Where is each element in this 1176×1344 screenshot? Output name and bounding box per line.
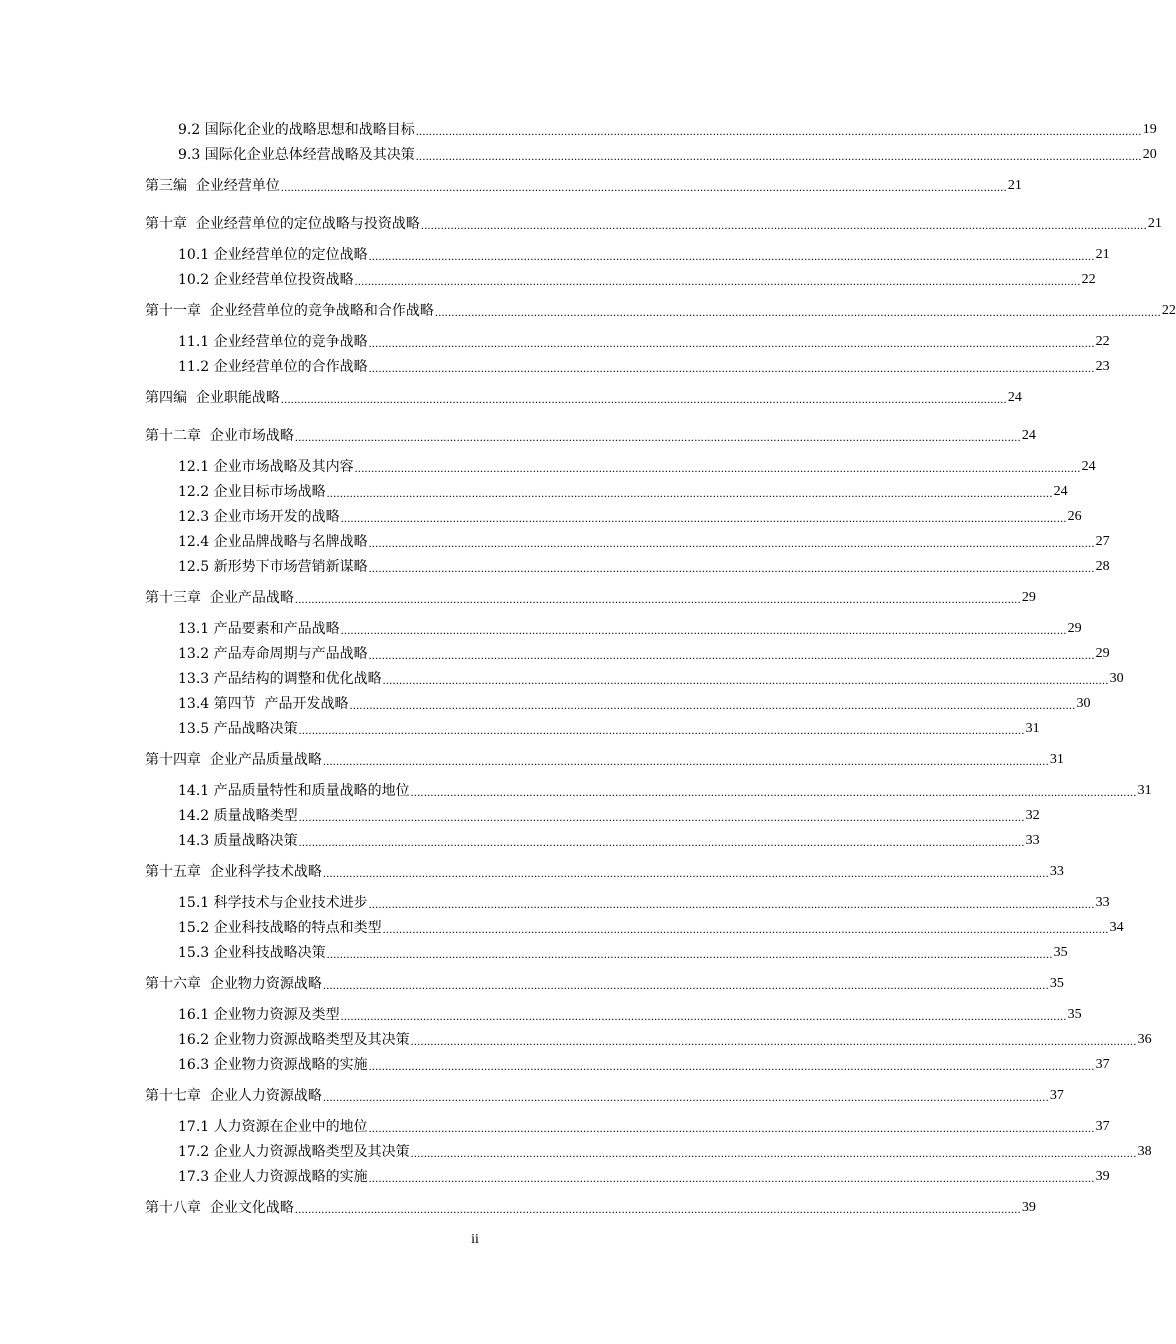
toc-entry-page: 24: [1081, 459, 1096, 474]
toc-chapter-entry[interactable]: [145, 1082, 1064, 1104]
dot-leader: ............................................................................................................................................................................................................................: [298, 835, 1025, 849]
toc-entry-title: 14.2 质量战略类型: [178, 808, 298, 824]
toc-entry-title: 13.1 产品要素和产品战略: [178, 621, 340, 637]
dot-leader: ............................................................................................................................................................................................................................: [415, 124, 1142, 138]
toc-entry-page: 24: [1021, 428, 1036, 443]
toc-entry-page: 38: [1137, 1144, 1152, 1159]
toc-section-entry[interactable]: [178, 777, 1152, 799]
dot-leader: ............................................................................................................................................................................................................................: [368, 648, 1095, 662]
toc-entry-page: 35: [1049, 976, 1064, 991]
toc-section-entry[interactable]: [178, 116, 1157, 138]
dot-leader: ............................................................................................................................................................................................................................: [368, 536, 1095, 550]
toc-entry-title: 第三编 企业经营单位: [145, 178, 280, 194]
toc-section-entry[interactable]: [178, 939, 1068, 961]
toc-entry-title: 10.2 企业经营单位投资战略: [178, 272, 354, 288]
dot-leader: ............................................................................................................................................................................................................................: [340, 1009, 1067, 1023]
toc-entry-title: 15.3 企业科技战略决策: [178, 945, 326, 961]
toc-chapter-entry[interactable]: [145, 384, 1022, 406]
dot-leader: ............................................................................................................................................................................................................................: [354, 461, 1081, 475]
toc-entry-page: 29: [1095, 646, 1110, 661]
toc-entry-page: 37: [1049, 1088, 1064, 1103]
toc-entry-title: 17.1 人力资源在企业中的地位: [178, 1119, 368, 1135]
toc-entry-page: 30: [1076, 696, 1091, 711]
toc-entry-page: 31: [1049, 752, 1064, 767]
toc-section-entry[interactable]: [178, 1051, 1110, 1073]
toc-entry-title: 14.3 质量战略决策: [178, 833, 298, 849]
dot-leader: ............................................................................................................................................................................................................................: [434, 305, 1161, 319]
toc-entry-title: 10.1 企业经营单位的定位战略: [178, 247, 368, 263]
toc-entry-page: 35: [1067, 1007, 1082, 1022]
dot-leader: ............................................................................................................................................................................................................................: [280, 392, 1007, 406]
toc-entry-title: 第十六章 企业物力资源战略: [145, 976, 322, 992]
toc-entry-title: 13.5 产品战略决策: [178, 721, 298, 737]
toc-entry-page: 21: [1007, 178, 1022, 193]
toc-entry-title: 第十八章 企业文化战略: [145, 1200, 294, 1216]
toc-section-entry[interactable]: [178, 615, 1082, 637]
toc-entry-title: 第十一章 企业经营单位的竞争战略和合作战略: [145, 303, 434, 319]
toc-section-entry[interactable]: [178, 1113, 1110, 1135]
toc-entry-page: 33: [1095, 895, 1110, 910]
toc-section-entry[interactable]: [178, 1163, 1110, 1185]
dot-leader: ............................................................................................................................................................................................................................: [368, 897, 1095, 911]
dot-leader: ............................................................................................................................................................................................................................: [368, 1121, 1095, 1135]
toc-chapter-entry[interactable]: [145, 172, 1022, 194]
dot-leader: ............................................................................................................................................................................................................................: [368, 336, 1095, 350]
toc-entry-page: 31: [1137, 783, 1152, 798]
dot-leader: ............................................................................................................................................................................................................................: [322, 978, 1049, 992]
toc-chapter-entry[interactable]: [145, 1194, 1036, 1216]
toc-section-entry[interactable]: [178, 453, 1096, 475]
toc-chapter-entry[interactable]: [145, 210, 1162, 232]
toc-section-entry[interactable]: [178, 478, 1068, 500]
toc-chapter-entry[interactable]: [145, 970, 1064, 992]
toc-entry-title: 16.1 企业物力资源及类型: [178, 1007, 340, 1023]
toc-section-entry[interactable]: [178, 827, 1040, 849]
toc-entry-title: 12.2 企业目标市场战略: [178, 484, 326, 500]
toc-entry-title: 13.4 第四节 产品开发战略: [178, 696, 349, 712]
toc-entry-page: 29: [1021, 590, 1036, 605]
toc-entry-page: 36: [1137, 1032, 1152, 1047]
toc-entry-title: 第四编 企业职能战略: [145, 390, 280, 406]
dot-leader: ............................................................................................................................................................................................................................: [298, 810, 1025, 824]
toc-section-entry[interactable]: [178, 353, 1110, 375]
toc-entry-title: 12.1 企业市场战略及其内容: [178, 459, 354, 475]
toc-entry-title: 第十五章 企业科学技术战略: [145, 864, 322, 880]
toc-section-entry[interactable]: [178, 640, 1110, 662]
dot-leader: ............................................................................................................................................................................................................................: [326, 486, 1053, 500]
dot-leader: ............................................................................................................................................................................................................................: [340, 623, 1067, 637]
toc-entry-page: 29: [1067, 621, 1082, 636]
dot-leader: ............................................................................................................................................................................................................................: [420, 218, 1147, 232]
toc-section-entry[interactable]: [178, 328, 1110, 350]
toc-section-entry[interactable]: [178, 503, 1082, 525]
dot-leader: ............................................................................................................................................................................................................................: [340, 511, 1067, 525]
toc-entry-title: 16.3 企业物力资源战略的实施: [178, 1057, 368, 1073]
toc-entry-title: 第十四章 企业产品质量战略: [145, 752, 322, 768]
toc-chapter-entry[interactable]: [145, 858, 1064, 880]
toc-entry-title: 第十二章 企业市场战略: [145, 428, 294, 444]
toc-section-entry[interactable]: [178, 553, 1110, 575]
toc-entry-title: 15.1 科学技术与企业技术进步: [178, 895, 368, 911]
dot-leader: ............................................................................................................................................................................................................................: [294, 430, 1021, 444]
dot-leader: ............................................................................................................................................................................................................................: [354, 274, 1081, 288]
dot-leader: ............................................................................................................................................................................................................................: [415, 149, 1142, 163]
toc-entry-page: 24: [1007, 390, 1022, 405]
toc-section-entry[interactable]: [178, 266, 1096, 288]
toc-entry-page: 28: [1095, 559, 1110, 574]
toc-entry-title: 15.2 企业科技战略的特点和类型: [178, 920, 382, 936]
toc-entry-page: 21: [1147, 216, 1162, 231]
toc-entry-title: 12.3 企业市场开发的战略: [178, 509, 340, 525]
dot-leader: ............................................................................................................................................................................................................................: [410, 1146, 1137, 1160]
toc-entry-page: 33: [1049, 864, 1064, 879]
toc-entry-page: 27: [1095, 534, 1110, 549]
dot-leader: ............................................................................................................................................................................................................................: [382, 673, 1109, 687]
toc-entry-title: 14.1 产品质量特性和质量战略的地位: [178, 783, 410, 799]
toc-section-entry[interactable]: [178, 889, 1110, 911]
toc-entry-page: 35: [1053, 945, 1068, 960]
dot-leader: ............................................................................................................................................................................................................................: [322, 866, 1049, 880]
toc-entry-page: 24: [1053, 484, 1068, 499]
toc-section-entry[interactable]: [178, 1001, 1082, 1023]
toc-entry-title: 12.5 新形势下市场营销新谋略: [178, 559, 368, 575]
toc-entry-title: 11.1 企业经营单位的竞争战略: [178, 334, 368, 350]
toc-section-entry[interactable]: [178, 1138, 1152, 1160]
toc-chapter-entry[interactable]: [145, 297, 1176, 319]
dot-leader: ............................................................................................................................................................................................................................: [298, 723, 1025, 737]
toc-section-entry[interactable]: [178, 528, 1110, 550]
dot-leader: ............................................................................................................................................................................................................................: [410, 785, 1137, 799]
toc-entry-page: 26: [1067, 509, 1082, 524]
toc-chapter-entry[interactable]: [145, 422, 1036, 444]
toc-section-entry[interactable]: [178, 1026, 1152, 1048]
page-number: ii: [471, 1232, 479, 1247]
dot-leader: ............................................................................................................................................................................................................................: [322, 1090, 1049, 1104]
dot-leader: ............................................................................................................................................................................................................................: [280, 180, 1007, 194]
toc-entry-page: 39: [1021, 1200, 1036, 1215]
toc-entry-page: 22: [1095, 334, 1110, 349]
toc-entry-page: 22: [1081, 272, 1096, 287]
toc-entry-page: 30: [1109, 671, 1124, 686]
toc-section-entry[interactable]: [178, 690, 1091, 712]
toc-section-entry[interactable]: [178, 141, 1157, 163]
dot-leader: ............................................................................................................................................................................................................................: [294, 1202, 1021, 1216]
toc-entry-page: 22: [1161, 303, 1176, 318]
toc-entry-title: 17.3 企业人力资源战略的实施: [178, 1169, 368, 1185]
toc-section-entry[interactable]: [178, 241, 1110, 263]
toc-section-entry[interactable]: [178, 665, 1124, 687]
toc-entry-title: 17.2 企业人力资源战略类型及其决策: [178, 1144, 410, 1160]
toc-entry-page: 33: [1025, 833, 1040, 848]
toc-entry-title: 12.4 企业品牌战略与名牌战略: [178, 534, 368, 550]
toc-entry-page: 19: [1142, 122, 1157, 137]
toc-entry-title: 第十章 企业经营单位的定位战略与投资战略: [145, 216, 420, 232]
toc-entry-page: 37: [1095, 1057, 1110, 1072]
toc-entry-page: 20: [1142, 147, 1157, 162]
dot-leader: ............................................................................................................................................................................................................................: [368, 561, 1095, 575]
toc-section-entry[interactable]: [178, 802, 1040, 824]
dot-leader: ............................................................................................................................................................................................................................: [368, 1059, 1095, 1073]
toc-section-entry[interactable]: [178, 715, 1040, 737]
toc-entry-page: 34: [1109, 920, 1124, 935]
toc-entry-page: 32: [1025, 808, 1040, 823]
toc-entry-page: 23: [1095, 359, 1110, 374]
dot-leader: ............................................................................................................................................................................................................................: [382, 922, 1109, 936]
toc-entry-title: 第十七章 企业人力资源战略: [145, 1088, 322, 1104]
toc-entry-page: 39: [1095, 1169, 1110, 1184]
dot-leader: ............................................................................................................................................................................................................................: [294, 592, 1021, 606]
toc-chapter-entry[interactable]: [145, 746, 1064, 768]
dot-leader: ............................................................................................................................................................................................................................: [322, 754, 1049, 768]
dot-leader: ............................................................................................................................................................................................................................: [368, 249, 1095, 263]
toc-entry-page: 21: [1095, 247, 1110, 262]
toc-entry-title: 13.2 产品寿命周期与产品战略: [178, 646, 368, 662]
toc-entry-title: 9.2 国际化企业的战略思想和战略目标: [178, 122, 415, 138]
toc-entry-title: 16.2 企业物力资源战略类型及其决策: [178, 1032, 410, 1048]
toc-entry-page: 31: [1025, 721, 1040, 736]
toc-entry-title: 13.3 产品结构的调整和优化战略: [178, 671, 382, 687]
dot-leader: ............................................................................................................................................................................................................................: [368, 361, 1095, 375]
toc-section-entry[interactable]: [178, 914, 1124, 936]
toc-entry-page: 37: [1095, 1119, 1110, 1134]
toc-chapter-entry[interactable]: [145, 584, 1036, 606]
toc-entry-title: 第十三章 企业产品战略: [145, 590, 294, 606]
toc-entry-title: 11.2 企业经营单位的合作战略: [178, 359, 368, 375]
toc-entry-title: 9.3 国际化企业总体经营战略及其决策: [178, 147, 415, 163]
dot-leader: ............................................................................................................................................................................................................................: [410, 1034, 1137, 1048]
dot-leader: ............................................................................................................................................................................................................................: [349, 698, 1076, 712]
dot-leader: ............................................................................................................................................................................................................................: [368, 1171, 1095, 1185]
dot-leader: ............................................................................................................................................................................................................................: [326, 947, 1053, 961]
